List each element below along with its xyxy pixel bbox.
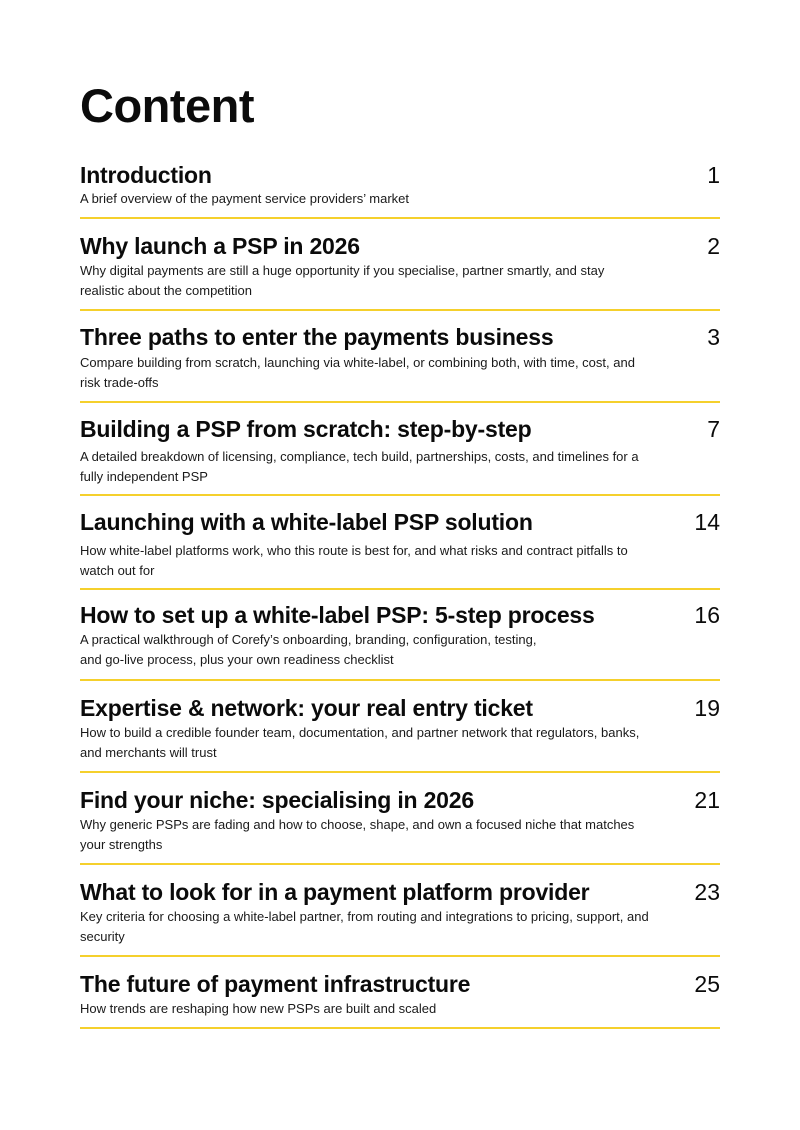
toc-entry-page-number: 7 xyxy=(707,416,720,442)
toc-entry-description: Compare building from scratch, launching via white-label, or combining both, with time, cost, and risk trade-offs xyxy=(80,355,635,390)
toc-entry-expertise-network[interactable] xyxy=(80,693,720,773)
toc-entry-title: Launching with a white-label PSP solution xyxy=(80,509,533,535)
toc-entry-title: How to set up a white-label PSP: 5-step process xyxy=(80,602,595,628)
toc-entry-description: A practical walkthrough of Corefy’s onboarding, branding, configuration, testing, and go-live process, plus your own readiness checklist xyxy=(80,632,537,667)
toc-entry-find-niche[interactable] xyxy=(80,785,720,865)
toc-entry-title: Find your niche: specialising in 2026 xyxy=(80,787,474,813)
toc-entry-building-from-scratch[interactable] xyxy=(80,414,720,496)
toc-entry-page-number: 16 xyxy=(694,602,720,628)
toc-entry-description: Key criteria for choosing a white-label partner, from routing and integrations to pricing, support, and security xyxy=(80,909,649,944)
toc-entry-title: Three paths to enter the payments business xyxy=(80,324,554,350)
toc-entry-page-number: 14 xyxy=(694,509,720,535)
toc-entry-setup-white-label[interactable] xyxy=(80,600,720,681)
toc-entry-description: A detailed breakdown of licensing, compliance, tech build, partnerships, costs, and timelines for a fully independent PSP xyxy=(80,449,639,484)
toc-entry-platform-provider[interactable] xyxy=(80,877,720,957)
toc-entry-description: How trends are reshaping how new PSPs are built and scaled xyxy=(80,1001,437,1016)
toc-entry-title: Introduction xyxy=(80,162,212,188)
toc-entry-page-number: 21 xyxy=(694,787,720,813)
toc-entry-page-number: 19 xyxy=(694,695,720,721)
toc-entry-description: Why generic PSPs are fading and how to choose, shape, and own a focused niche that matches your strengths xyxy=(80,817,635,852)
toc-entry-why-launch[interactable] xyxy=(80,231,720,311)
toc-entry-white-label-solution[interactable] xyxy=(80,507,720,590)
toc-entry-page-number: 2 xyxy=(707,233,720,259)
toc-entry-page-number: 23 xyxy=(694,879,720,905)
toc-entry-future-infrastructure[interactable] xyxy=(80,969,720,1029)
toc-entry-page-number: 1 xyxy=(707,162,720,188)
toc-entry-description: How white-label platforms work, who this route is best for, and what risks and contract pitfalls to watch out for xyxy=(80,543,628,578)
page-title: Content xyxy=(80,79,255,132)
toc-entry-description: Why digital payments are still a huge opportunity if you specialise, partner smartly, and stay realistic about the competition xyxy=(80,263,605,298)
toc-entry-page-number: 3 xyxy=(707,324,720,350)
toc-entry-three-paths[interactable] xyxy=(80,322,720,403)
toc-entry-title: Building a PSP from scratch: step-by-step xyxy=(80,416,532,442)
toc-entry-title: Expertise & network: your real entry ticket xyxy=(80,695,533,721)
toc-entry-title: Why launch a PSP in 2026 xyxy=(80,233,360,259)
toc-entry-page-number: 25 xyxy=(694,971,720,997)
toc-entry-title: The future of payment infrastructure xyxy=(80,971,471,997)
toc-entry-description: How to build a credible founder team, documentation, and partner network that regulators, banks, and merchants will trust xyxy=(80,725,640,760)
toc-entry-description: A brief overview of the payment service providers’ market xyxy=(80,191,409,206)
toc-entry-title: What to look for in a payment platform provider xyxy=(80,879,590,905)
toc-entry-introduction[interactable] xyxy=(80,160,720,219)
